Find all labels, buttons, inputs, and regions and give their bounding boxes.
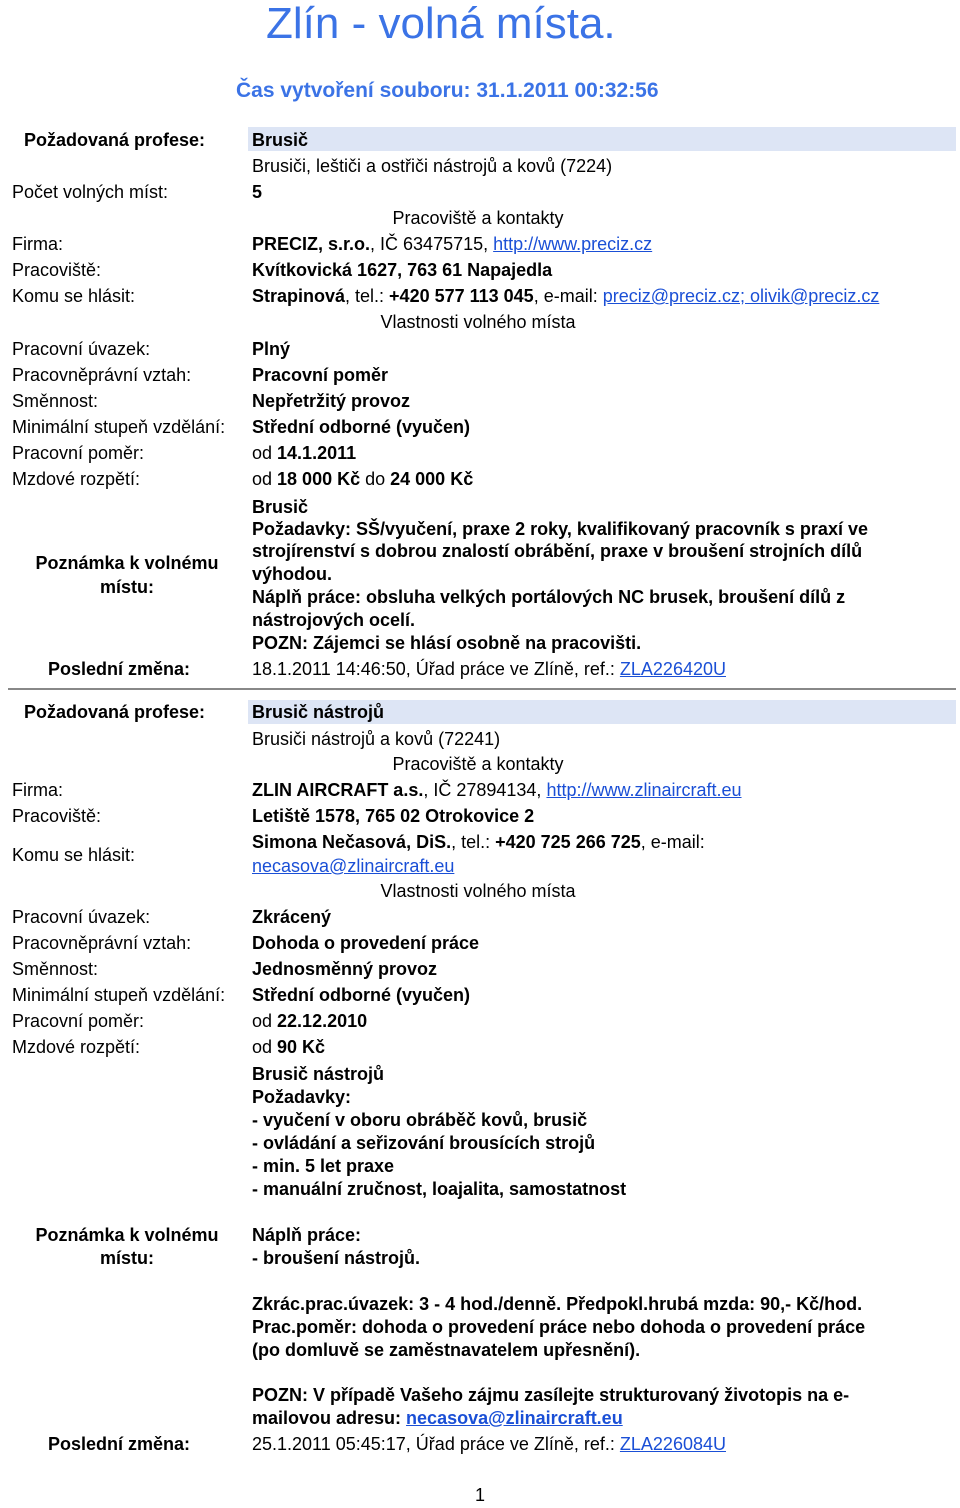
job2-vzdelani: Střední odborné (vyučen) <box>252 985 471 1005</box>
label-vztah: Pracovněprávní vztah: <box>12 365 192 385</box>
job2-firma-name: ZLIN AIRCRAFT a.s. <box>252 780 424 800</box>
job1-pomer-prefix: od <box>252 443 278 463</box>
job2-zmena <box>252 1433 726 1455</box>
job1-label-poznamka: Poznámka k volnému <box>35 553 219 573</box>
job2-label-zmena: Poslední změna: <box>48 1434 191 1454</box>
job1-note-line: nástrojových ocelí. <box>252 610 416 630</box>
job2-kategorie: Brusiči nástrojů a kovů (72241) <box>252 729 501 749</box>
job1-mzda-from: 18 000 Kč <box>277 469 361 489</box>
job2-note-line: - vyučení v oboru obráběč kovů, brusič <box>252 1110 588 1130</box>
job2-firma-link[interactable]: http://www.zlinaircraft.eu <box>546 780 742 800</box>
label-pocet: Počet volných míst: <box>12 182 169 202</box>
job1-pracoviste: Kvítkovická 1627, 763 61 Napajedla <box>252 260 553 280</box>
job1-vzdelani: Střední odborné (vyučen) <box>252 417 471 437</box>
job1-label-zmena: Poslední změna: <box>48 659 191 679</box>
job1-mzda-mid: do <box>360 469 391 489</box>
job2-label-poznamka: místu: <box>100 1248 154 1268</box>
job1-label-poznamka: místu: <box>100 577 154 597</box>
job1-mzda-prefix: od <box>252 469 278 489</box>
label-profese: Požadovaná profese: <box>24 130 206 150</box>
job1-vlastnosti-heading: Vlastnosti volného místa <box>380 312 576 332</box>
job1-note-line: POZN: Zájemci se hlásí osobně na pracovišti. <box>252 633 642 653</box>
label-pomer: Pracovní poměr: <box>12 443 145 463</box>
label-komu: Komu se hlásit: <box>12 286 136 306</box>
job2-note-line: Zkrác.prac.úvazek: 3 - 4 hod./denně. Předpokl.hrubá mzda: 90,- Kč/hod. <box>252 1294 863 1314</box>
job2-komu <box>252 831 705 853</box>
job1-zmena-text: 18.1.2011 14:46:50, Úřad práce ve Zlíně, ref.: <box>252 659 620 679</box>
job1-komu <box>252 285 879 307</box>
job2-komu-tel: +420 725 266 725 <box>495 832 641 852</box>
label-vzdelani: Minimální stupeň vzdělání: <box>12 985 226 1005</box>
job2-pozn-mail-link[interactable]: necasova@zlinaircraft.eu <box>406 1408 623 1428</box>
job2-pomer-prefix: od <box>252 1011 278 1031</box>
job2-pracoviste: Letiště 1578, 765 02 Otrokovice 2 <box>252 806 535 826</box>
page-title: Zlín - volná místa. <box>266 0 616 48</box>
label-uvazek: Pracovní úvazek: <box>12 907 151 927</box>
job2-note-line: Brusič nástrojů <box>252 1064 385 1084</box>
label-smennost: Směnnost: <box>12 391 99 411</box>
job1-firma-name: PRECIZ, s.r.o. <box>252 234 371 254</box>
job2-firma-ic: , IČ 27894134, <box>423 780 547 800</box>
job2-note-line: (po domluvě se zaměstnavatelem upřesnění). <box>252 1340 641 1360</box>
job2-komu-mail-label: , e-mail: <box>640 832 705 852</box>
job2-pomer-date: 22.12.2010 <box>277 1011 368 1031</box>
job1-komu-mail-label: , e-mail: <box>533 286 603 306</box>
job1-vztah: Pracovní poměr <box>252 365 389 385</box>
job2-ref-link[interactable]: ZLA226084U <box>619 1434 726 1454</box>
job2-label-poznamka: Poznámka k volnému <box>35 1225 219 1245</box>
job2-komu-name: Simona Nečasová, DiS. <box>252 832 452 852</box>
job1-uvazek: Plný <box>252 339 291 359</box>
label-vztah: Pracovněprávní vztah: <box>12 933 192 953</box>
job2-note-line: - broušení nástrojů. <box>252 1248 421 1268</box>
label-pomer: Pracovní poměr: <box>12 1011 145 1031</box>
job2-smennost: Jednosměnný provoz <box>252 959 438 979</box>
label-pracoviste: Pracoviště: <box>12 260 102 280</box>
job1-komu-name: Strapinová <box>252 286 346 306</box>
job2-note-line: Náplň práce: <box>252 1225 362 1245</box>
job2-pomer <box>252 1010 367 1032</box>
label-uvazek: Pracovní úvazek: <box>12 339 151 359</box>
label-vzdelani: Minimální stupeň vzdělání: <box>12 417 226 437</box>
job2-firma <box>252 779 742 801</box>
job1-note-line: strojírenství s dobrou znalostí obrábění, praxe v broušení strojních dílů <box>252 541 863 561</box>
job2-pozn-line <box>252 1407 623 1429</box>
page-number: 1 <box>474 1485 485 1505</box>
job1-profese: Brusič <box>252 130 309 150</box>
job2-komu-mail <box>252 855 454 877</box>
label-komu: Komu se hlásit: <box>12 845 136 865</box>
label-firma: Firma: <box>12 234 63 254</box>
label-smennost: Směnnost: <box>12 959 99 979</box>
label-firma: Firma: <box>12 780 63 800</box>
job2-mzda-value: 90 Kč <box>277 1037 326 1057</box>
job1-firma-link[interactable]: http://www.preciz.cz <box>493 234 653 254</box>
job2-note-line: - ovládání a seřizování brousících strojů <box>252 1133 596 1153</box>
job1-pomer-date: 14.1.2011 <box>277 443 357 463</box>
label-profese: Požadovaná profese: <box>24 702 206 722</box>
job2-komu-tel-label: , tel.: <box>451 832 496 852</box>
job2-pozn-prefix: mailovou adresu: <box>252 1408 407 1428</box>
job1-note-line: Náplň práce: obsluha velkých portálových NC brusek, broušení dílů z <box>252 587 846 607</box>
job1-zmena <box>252 658 726 680</box>
job1-ref-link[interactable]: ZLA226420U <box>619 659 726 679</box>
job2-mzda-prefix: od <box>252 1037 278 1057</box>
job2-profese: Brusič nástrojů <box>252 702 385 722</box>
job2-note-line: - manuální zručnost, loajalita, samostatnost <box>252 1179 627 1199</box>
job1-smennost: Nepřetržitý provoz <box>252 391 411 411</box>
file-created-time: Čas vytvoření souboru: 31.1.2011 00:32:56 <box>236 79 659 102</box>
job1-note-line: Brusič <box>252 497 309 517</box>
job1-kategorie: Brusiči, leštiči a ostřiči nástrojů a kovů (7224) <box>252 156 613 176</box>
job1-pomer <box>252 442 356 464</box>
job2-komu-mail-link[interactable]: necasova@zlinaircraft.eu <box>252 856 455 876</box>
job2-uvazek: Zkrácený <box>252 907 332 927</box>
job2-note-line: Požadavky: <box>252 1087 352 1107</box>
job2-zmena-text: 25.1.2011 05:45:17, Úřad práce ve Zlíně, ref.: <box>252 1434 620 1454</box>
job1-komu-tel: +420 577 113 045 <box>389 286 534 306</box>
job2-vlastnosti-heading: Vlastnosti volného místa <box>380 881 576 901</box>
job2-kontakty-heading: Pracoviště a kontakty <box>392 754 564 774</box>
job1-pocet: 5 <box>252 182 263 202</box>
job2-vztah: Dohoda o provedení práce <box>252 933 480 953</box>
job2-mzda <box>252 1036 325 1058</box>
job1-note-line: výhodou. <box>252 564 332 584</box>
label-pracoviste: Pracoviště: <box>12 806 102 826</box>
job1-kontakty-heading: Pracoviště a kontakty <box>392 208 564 228</box>
profession-highlight <box>248 127 956 151</box>
job1-firma <box>252 233 652 255</box>
job1-komu-mail-link[interactable]: preciz@preciz.cz; olivik@preciz.cz <box>602 286 880 306</box>
job2-pozn-line: POZN: V případě Vašeho zájmu zasílejte strukturovaný životopis na e- <box>252 1385 850 1405</box>
job1-mzda-to: 24 000 Kč <box>390 469 474 489</box>
job2-note-line: - min. 5 let praxe <box>252 1156 395 1176</box>
section-divider <box>8 688 956 690</box>
label-mzda: Mzdové rozpětí: <box>12 1037 141 1057</box>
job1-mzda <box>252 468 473 490</box>
job1-note-line: Požadavky: SŠ/vyučení, praxe 2 roky, kvalifikovaný pracovník s praxí ve <box>252 519 868 539</box>
job1-firma-ic: , IČ 63475715, <box>370 234 494 254</box>
job1-komu-tel-label: , tel.: <box>345 286 390 306</box>
job2-note-line: Prac.poměr: dohoda o provedení práce nebo dohoda o provedení práce <box>252 1317 866 1337</box>
label-mzda: Mzdové rozpětí: <box>12 469 141 489</box>
